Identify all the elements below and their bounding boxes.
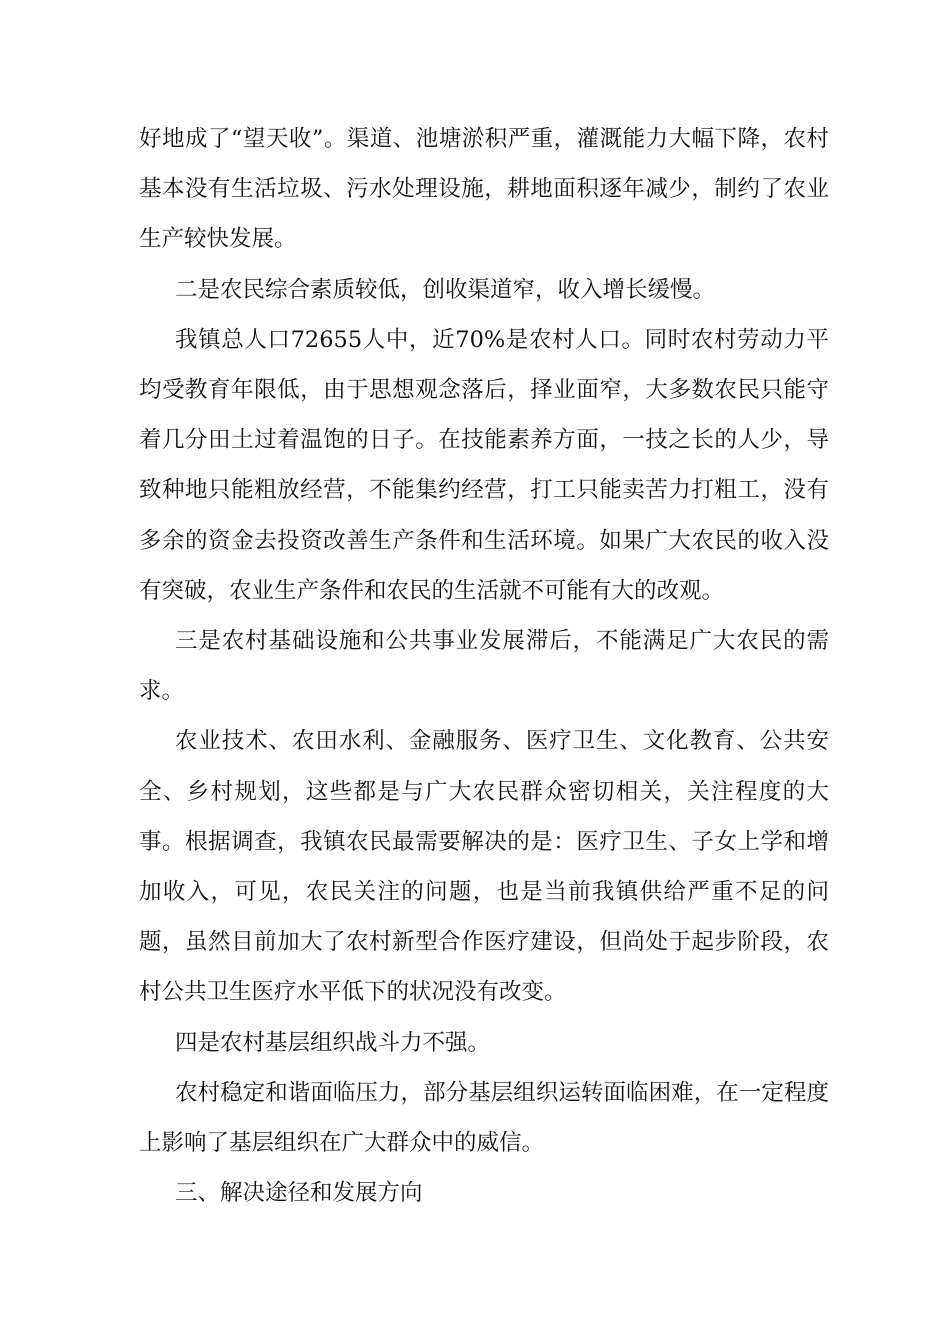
heading-point-two: 二是农民综合素质较低，创收渠道窄，收入增长缓慢。 bbox=[175, 276, 716, 303]
paragraph-continuation: 好地成了“望天收”。渠道、池塘淤积严重，灌溉能力大幅下降，农村基本没有生活垃圾、污水处理设施，耕地面积逐年减少，制约了农业生产较快发展。 bbox=[139, 126, 829, 253]
heading-point-three: 三是农村基础设施和公共事业发展滞后，不能满足广大农民的需求。 bbox=[139, 628, 829, 705]
section-heading-solutions: 三、解决途径和发展方向 bbox=[175, 1180, 423, 1207]
paragraph-public-services: 农业技术、农田水利、金融服务、医疗卫生、文化教育、公共安全、乡村规划，这些都是与广大农民群众密切相关，关注程度的大事。根据调查，我镇农民最需要解决的是：医疗卫生、子女上学和增加收入，可见，农民关注的问题，也是当前我镇供给严重不足的问题，虽然目前加大了农村新型合作医疗建设，但尚处于起步阶段，农村公共卫生医疗水平低下的状况没有改变。 bbox=[139, 728, 829, 1006]
document-body bbox=[139, 114, 829, 1218]
paragraph-grassroots: 农村稳定和谐面临压力，部分基层组织运转面临困难，在一定程度上影响了基层组织在广大群众中的威信。 bbox=[139, 1079, 829, 1157]
heading-point-four: 四是农村基层组织战斗力不强。 bbox=[175, 1029, 491, 1056]
paragraph-population: 我镇总人口72655人中，近70%是农村人口。同时农村劳动力平均受教育年限低，由于思想观念落后，择业面窄，大多数农民只能守着几分田土过着温饱的日子。在技能素养方面，一技之长的人少，导致种地只能粗放经营，不能集约经营，打工只能卖苦力打粗工，没有多余的资金去投资改善生产条件和生活环境。如果广大农民的收入没有突破，农业生产条件和农民的生活就不可能有大的改观。 bbox=[139, 326, 829, 604]
